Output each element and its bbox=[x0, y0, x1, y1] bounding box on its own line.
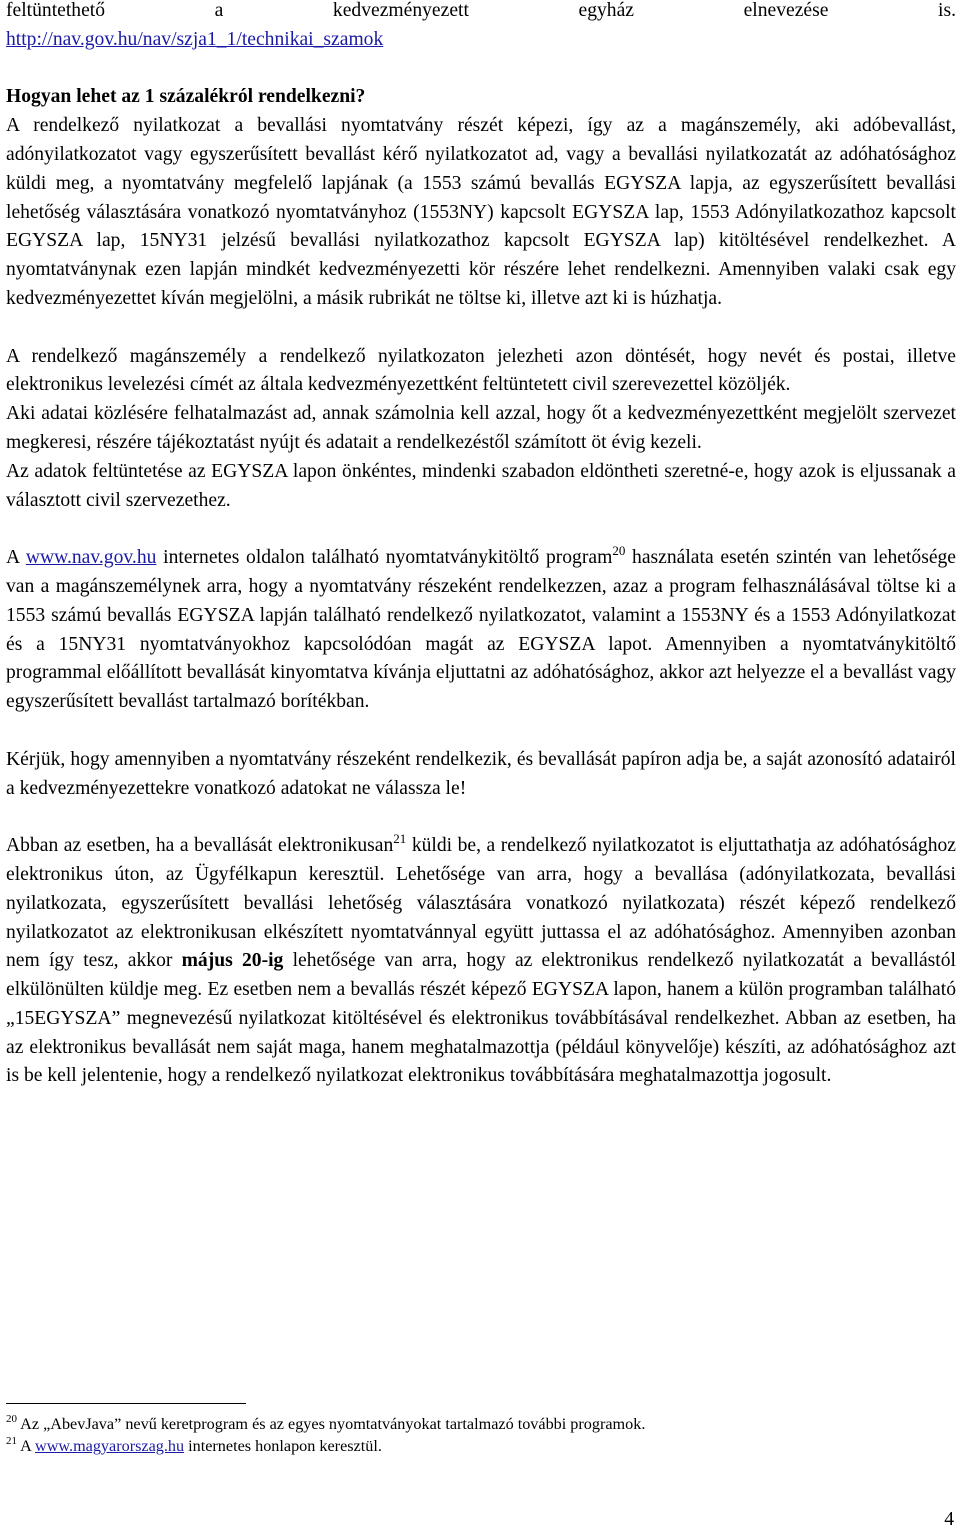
deadline-bold: május 20-ig bbox=[181, 950, 284, 972]
document-page bbox=[6, 0, 956, 1091]
footnotes bbox=[6, 1413, 946, 1457]
para5-mid: internetes oldalon található nyomtatványkitöltő program bbox=[156, 547, 613, 569]
para7-post: lehetősége van arra, hogy az elektronikus rendelkező nyilatkozatát a bevallástól elkülönülten küldje meg. Ez esetben nem a bevallás részét képező EGYSZA lapon, hanem a külön programban található „15EGYSZA” megnevezésű nyilatkozat kitöltésével és elektronikus továbbításával rendelkezhet. Abban az esetben, ha az elektronikus bevallását nem saját maga, hanem meghatalmazottja (például könyvelője) készíti, az adóhatósághoz azt is be kell jelentenie, hogy a rendelkező nyilatkozat elektronikus továbbítására meghatalmazottja jogosult. bbox=[6, 950, 956, 1087]
footnote-21 bbox=[6, 1435, 946, 1457]
technikai-szamok-link[interactable]: http://nav.gov.hu/nav/szja1_1/technikai_szamok bbox=[6, 28, 384, 50]
footnote-divider bbox=[6, 1403, 246, 1404]
section-heading: Hogyan lehet az 1 százalékról rendelkezni? bbox=[6, 86, 366, 108]
paragraph-1: A rendelkező nyilatkozat a bevallási nyomtatvány részét képezi, így az a magánszemély, aki adóbevallást, adónyilatkozatot vagy egyszerűsített bevallást kérő nyilatkozatot ad, vagy a bevallási nyilatkozatát az adóhatósághoz küldi meg, a nyomtatvány megfelelő lapjának (a 1553 számú bevallás EGYSZA lapja, az egyszerűsített bevallási lehetőség választására vonatkozó nyomtatványhoz (1553NY) kapcsolt EGYSZA lap, 1553 Adónyilatkozathoz kapcsolt EGYSZA lap, 15NY31 jelzésű bevallási nyilatkozathoz kapcsolt EGYSZA lap) kitöltésével rendelkezhet. A nyomtatványnak ezen lapján mindkét kedvezményezetti kör részére lehet rendelkezni. Amennyiben valaki csak egy kedvezményezettet kíván megjelölni, a másik rubrikát ne töltse ki, illetve azt ki is húzhatja. bbox=[6, 115, 956, 309]
paragraph-3: Aki adatai közlésére felhatalmazást ad, annak számolnia kell azzal, hogy őt a kedvezményezettként megjelölt szervezet megkeresi, részére tájékoztatást nyújt és adatait a rendelkezéstől számított öt évig kezeli. bbox=[6, 403, 956, 453]
paragraph-4: Az adatok feltüntetése az EGYSZA lapon önkéntes, mindenki szabadon eldöntheti szeretné-e, hogy azok is eljussanak a választott civil szervezethez. bbox=[6, 460, 956, 511]
nav-gov-link[interactable]: www.nav.gov.hu bbox=[25, 547, 157, 569]
intro-text: feltüntethető a kedvezményezett egyház elnevezése is. bbox=[6, 0, 956, 21]
magyarorszag-link[interactable]: www.magyarorszag.hu bbox=[35, 1437, 185, 1455]
paragraph-5 bbox=[6, 544, 956, 717]
footnote-ref-20[interactable]: 20 bbox=[612, 543, 626, 559]
paragraph-7 bbox=[6, 832, 956, 1091]
intro-line bbox=[6, 0, 956, 26]
intro-link-line bbox=[6, 26, 956, 55]
para5-pre: A bbox=[6, 547, 26, 569]
footnote-number: 21 bbox=[6, 1435, 17, 1447]
footnote-text-post: internetes honlapon keresztül. bbox=[184, 1437, 382, 1455]
paragraph-6: Kérjük, hogy amennyiben a nyomtatvány részeként rendelkezik, és bevallását papíron adja be, a saját azonosító adatairól a kedvezményezettekre vonatkozó adatokat ne válassza le! bbox=[6, 748, 956, 799]
para7-pre: Abban az esetben, ha a bevallását elektronikusan bbox=[6, 835, 394, 857]
page-number: 4 bbox=[944, 1509, 954, 1530]
footnote-text-pre: A bbox=[17, 1437, 35, 1455]
footnote-20 bbox=[6, 1413, 946, 1435]
footnote-text: Az „AbevJava” nevű keretprogram és az egyes nyomtatványokat tartalmazó további programok. bbox=[17, 1415, 646, 1433]
footnote-number: 20 bbox=[6, 1413, 17, 1425]
para5-post: használata esetén szintén van lehetősége van a magánszemélynek arra, hogy a nyomtatvány részeként rendelkezzen, azaz a program felhasználásával töltse ki a 1553 számú bevallás EGYSZA lapján található rendelkező nyilatkozatot, valamint a 1553NY és a 1553 Adónyilatkozat és a 15NY31 nyomtatványokhoz kapcsolódóan magát az EGYSZA lapot. Amennyiben a nyomtatványkitöltő programmal előállított bevallását kinyomtatva kívánja eljuttatni az adóhatósághoz, akkor azt helyezze el a bevallást vagy egyszerűsített bevallást tartalmazó borítékban. bbox=[6, 547, 957, 713]
footnote-ref-21[interactable]: 21 bbox=[393, 831, 407, 847]
paragraph-2: A rendelkező magánszemély a rendelkező nyilatkozaton jelezheti azon döntését, hogy nevét és postai, illetve elektronikus levelezési címét az általa kedvezményezettként feltüntetett civil szerevezettel közöljék. bbox=[6, 345, 956, 396]
para7-mid: küldi be, a rendelkező nyilatkozatot is eljuttathatja az adóhatósághoz elektronikus úton, az Ügyfélkapun keresztül. Lehetősége van arra, hogy a bevallása (adónyilatkozata, bevallási nyilatkozata, egyszerűsített bevallási lehetőség választására vonatkozó nyilatkozata) részét képező rendelkező nyilatkozatot az elektronikusan elkészített nyomtatvánnyal együtt juttassa el az adóhatósághoz. Amennyiben azonban nem így tesz, akkor bbox=[6, 835, 956, 972]
